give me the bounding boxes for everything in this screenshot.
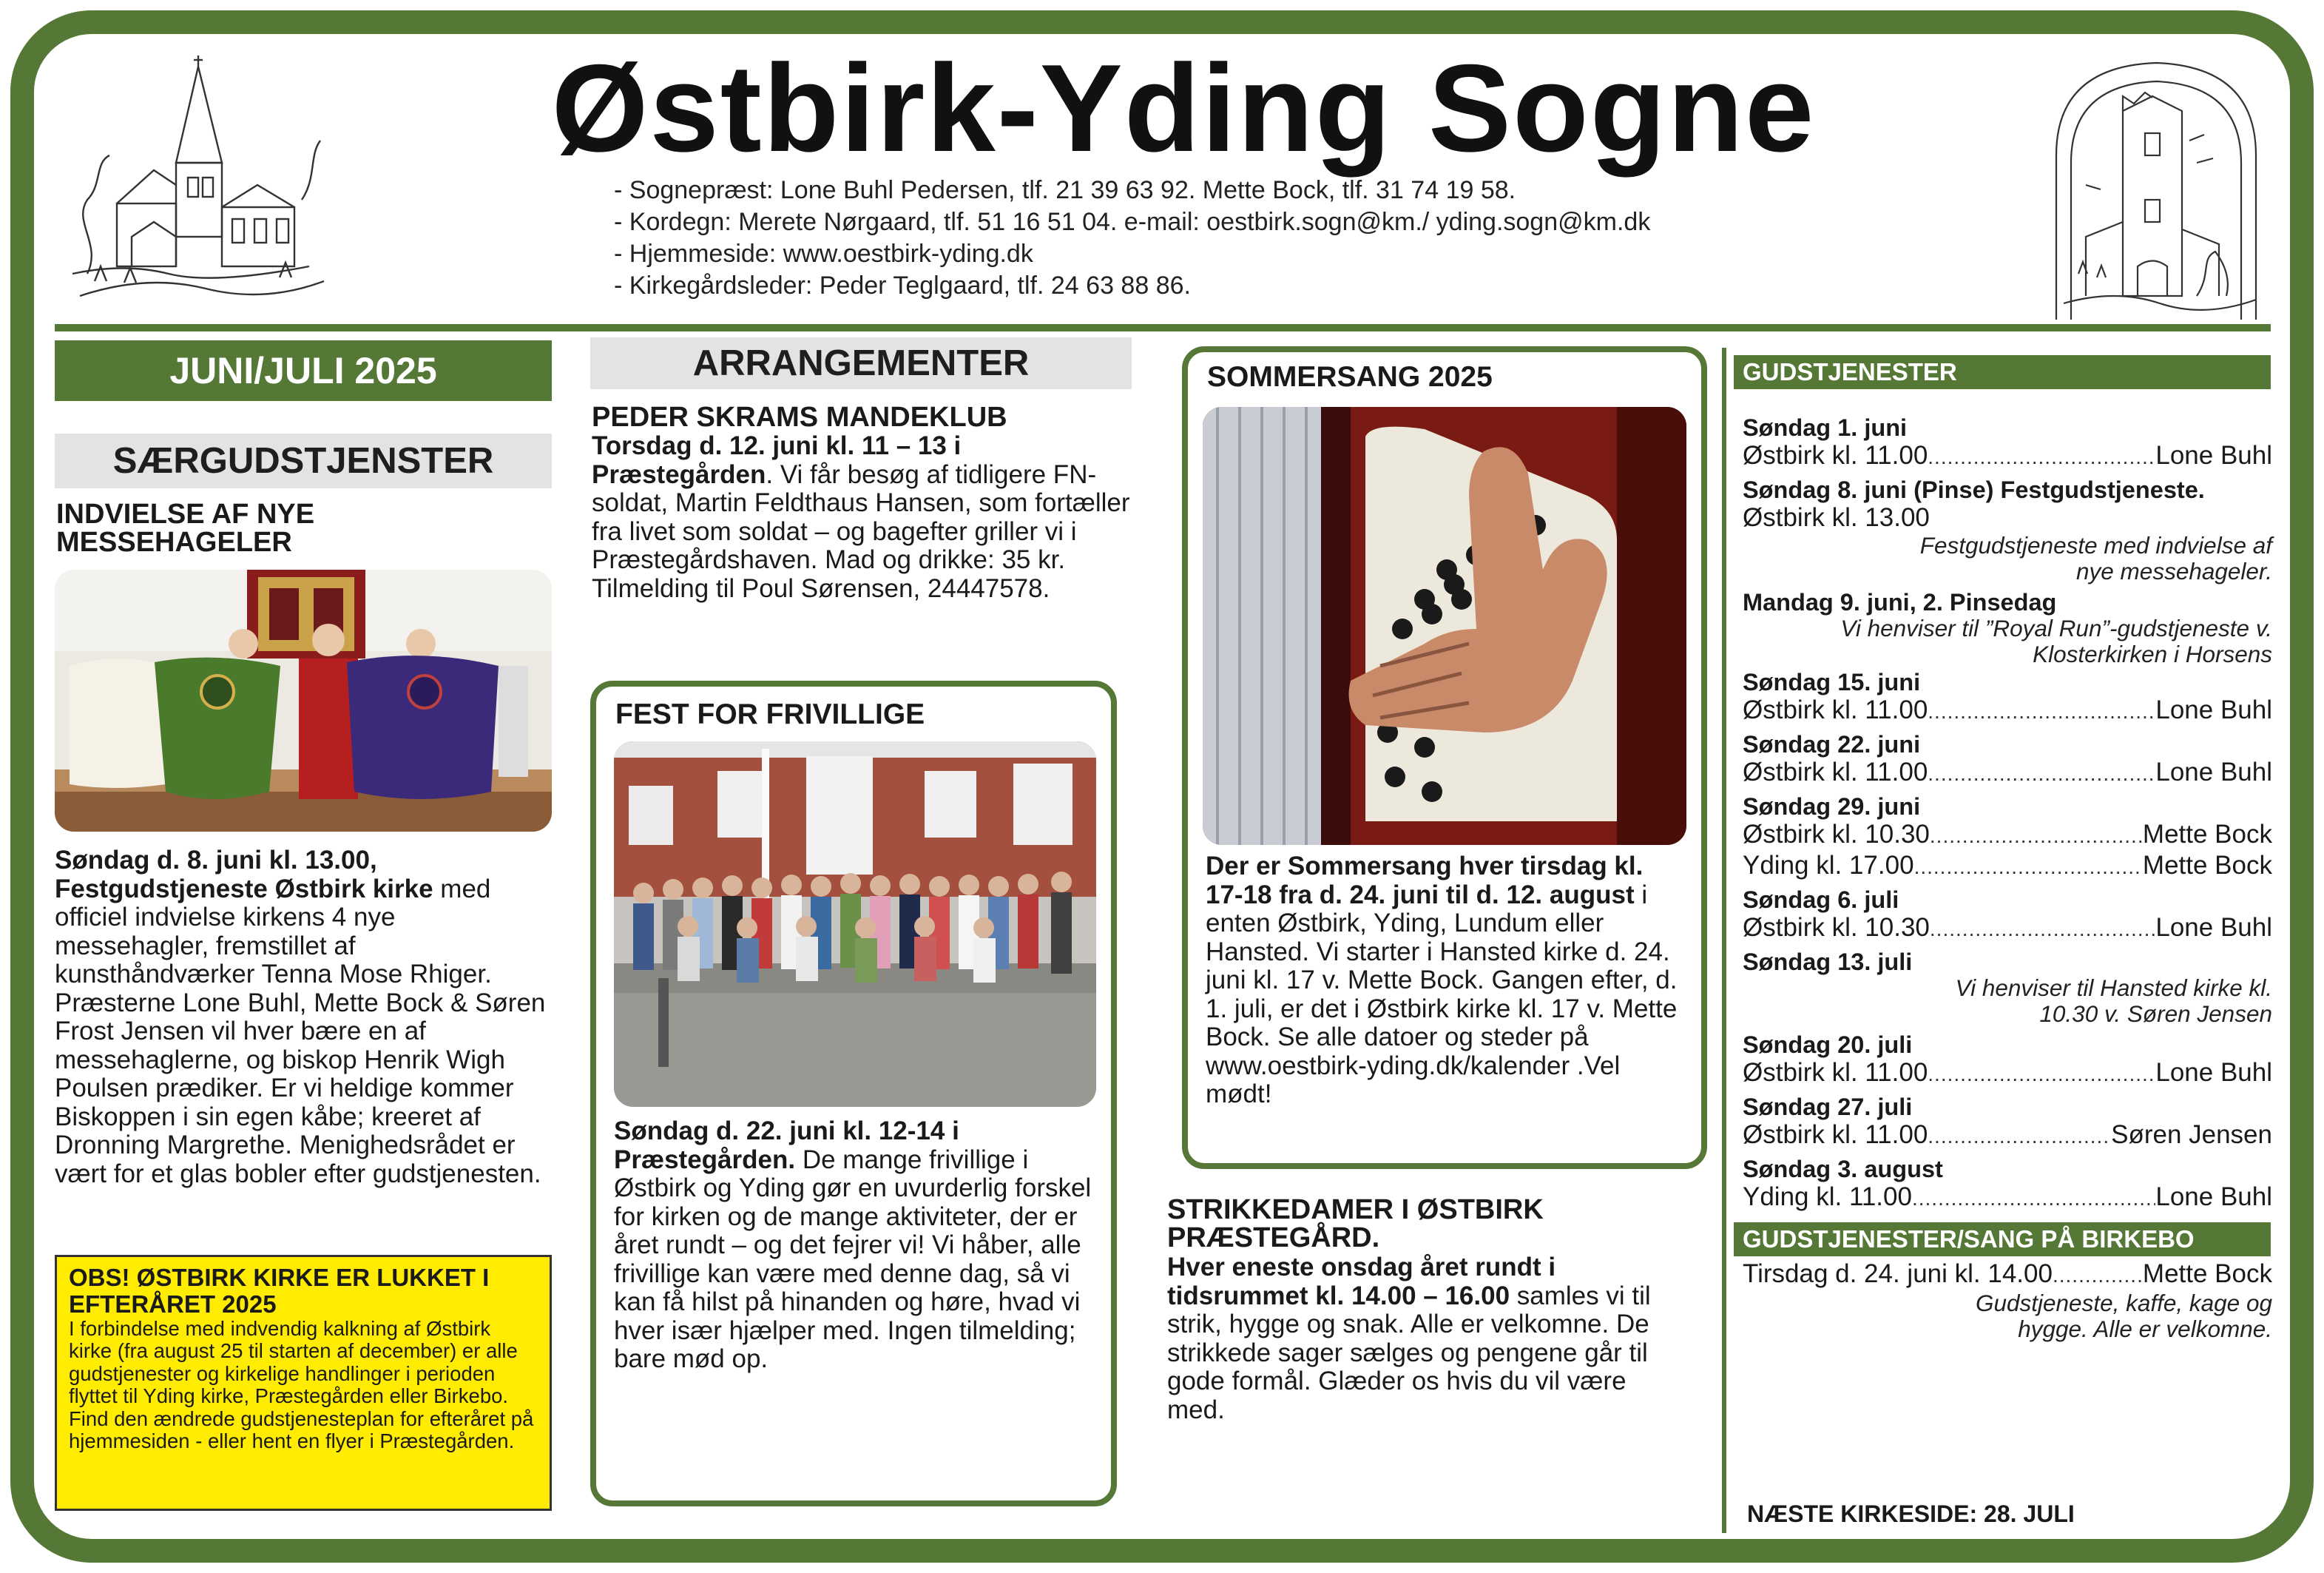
leader-dots xyxy=(1928,1120,2111,1151)
contact-line: - Sognepræst: Lone Buhl Pedersen, tlf. 21 39 63 92. Mette Bock, tlf. 31 74 19 58. xyxy=(614,176,1516,204)
leader-dots xyxy=(2053,1259,2143,1290)
service-place: Østbirk kl. 10.30 xyxy=(1743,820,1930,849)
leader-dots xyxy=(1928,758,2155,789)
article-text: i enten Østbirk, Yding, Lundum eller Hansted. Vi starter i Hansted kirke d. 24. juni kl. 17 v. Mette Bock. Gangen efter, d. 1. juli, er det i Østbirk kirke kl. 17 v. Mette Bock. Se alle datoer og steder på www.oestbirk-yding.dk/kalender .Vel mødt! xyxy=(1206,880,1678,1108)
service-pastor: Lone Buhl xyxy=(2155,758,2272,786)
service-pastor: Mette Bock xyxy=(2142,820,2272,849)
birkebo-title: GUDSTJENESTER/SANG PÅ BIRKEBO xyxy=(1743,1225,2195,1253)
birkebo-entry xyxy=(1743,1259,2272,1342)
period-label: JUNI/JULI 2025 xyxy=(169,350,437,391)
article-heading: SOMMERSANG 2025 xyxy=(1207,361,1493,393)
service-entry xyxy=(1743,1031,2272,1089)
service-row xyxy=(1743,1120,2272,1151)
service-place: Yding kl. 17.00 xyxy=(1743,851,1914,880)
article-lead: Søndag d. 8. juni kl. 13.00, Festgudstjeneste Østbirk kirke xyxy=(55,846,433,903)
service-entry xyxy=(1743,886,2272,944)
service-entry xyxy=(1743,793,2272,882)
section-header-arrangementer xyxy=(590,337,1132,389)
service-pastor: Lone Buhl xyxy=(2155,913,2272,942)
service-entry xyxy=(1743,1156,2272,1213)
service-row xyxy=(1743,820,2272,851)
service-row xyxy=(1743,1259,2272,1290)
service-date: Søndag 3. august xyxy=(1743,1156,1943,1182)
service-entry xyxy=(1743,1094,2272,1151)
service-note: Festgudstjeneste med indvielse af nye messehageler. xyxy=(1919,532,2272,585)
notice-text: I forbindelse med indvendig kalkning af Østbirk kirke (fra august 25 til starten af december) er alle gudstjenester og kirkelige handlinger i perioden flyttet til Yding kirke, Præstegården eller Birkebo. Find den ændrede gudstjenesteplan for efteråret på hjemmesiden - eller hent en flyer i Præstegården. xyxy=(69,1317,534,1453)
photo-accordion xyxy=(1203,407,1686,845)
next-issue: NÆSTE KIRKESIDE: 28. JULI xyxy=(1747,1500,2075,1527)
article-heading: FEST FOR FRIVILLIGE xyxy=(615,698,925,730)
leader-dots xyxy=(1930,913,2155,944)
service-pastor: Søren Jensen xyxy=(2111,1120,2272,1149)
article-body-sommersang xyxy=(1206,852,1679,1109)
notice-box xyxy=(55,1255,552,1511)
photo-vestments xyxy=(55,570,552,832)
birkebo-header xyxy=(1734,1222,2271,1256)
service-place: Østbirk kl. 11.00 xyxy=(1743,441,1928,470)
article-lead: Søndag d. 22. juni kl. 12-14 i Præstegården. xyxy=(614,1116,959,1174)
service-note: Gudstjeneste, kaffe, kage og hygge. Alle er velkomne. xyxy=(1975,1290,2272,1342)
service-pastor: Lone Buhl xyxy=(2155,695,2272,724)
leader-dots xyxy=(1914,851,2143,882)
church-sketch-left xyxy=(58,52,331,311)
leader-dots xyxy=(1912,1182,2155,1213)
service-entry xyxy=(1743,949,2272,1027)
service-entry xyxy=(1743,731,2272,789)
article-heading: INDVIELSE AF NYE MESSEHAGELER xyxy=(56,499,315,558)
contact-line: - Kirkegårdsleder: Peder Teglgaard, tlf. 24 63 88 86. xyxy=(614,272,1191,300)
service-entry xyxy=(1743,414,2272,472)
leader-dots xyxy=(1928,1058,2155,1089)
service-place: Østbirk kl. 10.30 xyxy=(1743,913,1930,942)
leader-dots xyxy=(1928,695,2155,727)
service-place: Yding kl. 11.00 xyxy=(1743,1182,1912,1211)
service-place: Østbirk kl. 13.00 xyxy=(1743,503,1930,532)
notice-title: OBS! ØSTBIRK KIRKE ER LUKKET I EFTERÅRET 2025 xyxy=(69,1264,490,1318)
service-row xyxy=(1743,1058,2272,1089)
service-row xyxy=(1743,1182,2272,1213)
article-body-mandeklub xyxy=(592,432,1132,603)
service-place: Østbirk kl. 11.00 xyxy=(1743,695,1928,724)
article-lead: Torsdag d. 12. juni kl. 11 – 13 i Præstegården xyxy=(592,431,962,489)
service-date: Søndag 1. juni xyxy=(1743,414,1908,441)
service-note: Vi henviser til Hansted kirke kl. 10.30 v. Søren Jensen xyxy=(1955,974,2272,1027)
contact-line: - Hjemmeside: www.oestbirk-yding.dk xyxy=(614,240,1033,268)
service-date: Søndag 20. juli xyxy=(1743,1031,1913,1058)
service-date: Søndag 27. juli xyxy=(1743,1094,1913,1120)
service-date: Søndag 13. juli xyxy=(1743,949,1913,975)
contact-list xyxy=(614,175,1797,302)
article-body-fest xyxy=(614,1117,1102,1374)
section-label: SÆRGUDSTJENSTER xyxy=(112,441,494,481)
page-title: Østbirk-Yding Sogne xyxy=(551,38,1816,178)
article-text: samles vi til strik, hygge og snak. Alle er velkomne. De strikkede sager sælges og pengene går til gode formål. Glæder os hvis du vil være med. xyxy=(1167,1281,1651,1424)
service-row xyxy=(1743,503,2272,533)
service-row xyxy=(1743,695,2272,727)
service-row xyxy=(1743,758,2272,789)
leader-dots xyxy=(1928,441,2155,472)
article-heading: STRIKKEDAMER I ØSTBIRK PRÆSTEGÅRD. xyxy=(1167,1194,1544,1253)
article-body-vestments xyxy=(55,846,552,1188)
header-divider xyxy=(55,324,2271,331)
service-place: Tirsdag d. 24. juni kl. 14.00 xyxy=(1743,1259,2053,1288)
period-banner xyxy=(55,340,552,401)
section-header-saergudstjenester xyxy=(55,434,552,488)
service-pastor: Lone Buhl xyxy=(2155,1182,2272,1211)
service-note: Vi henviser til ”Royal Run”-gudstjeneste v. Klosterkirken i Horsens xyxy=(1840,615,2272,667)
leader-dots xyxy=(1930,820,2143,851)
service-place: Østbirk kl. 11.00 xyxy=(1743,1058,1928,1087)
service-entry xyxy=(1743,669,2272,727)
service-row xyxy=(1743,441,2272,472)
service-place: Østbirk kl. 11.00 xyxy=(1743,1120,1928,1149)
service-row xyxy=(1743,913,2272,944)
service-place: Østbirk kl. 11.00 xyxy=(1743,758,1928,786)
photo-volunteers xyxy=(614,741,1096,1107)
service-pastor: Lone Buhl xyxy=(2155,441,2272,470)
service-date: Søndag 15. juni xyxy=(1743,669,1921,695)
service-date: Mandag 9. juni, 2. Pinsedag xyxy=(1743,589,2057,616)
article-text: De mange frivillige i Østbirk og Yding gør en uvurderlig forskel for kirken og de mange aktiviteter, der er året rundt – og det fejrer vi! Vi håber, alle frivillige kan være med denne dag, så vi kan få hilst på hinanden og høre, hvad vi hver især hjælper med. Ingen tilmelding; bare mød op. xyxy=(614,1145,1092,1373)
service-date: Søndag 8. juni (Pinse) Festgudstjeneste. xyxy=(1743,476,2205,503)
services-title: GUDSTJENESTER xyxy=(1743,358,1957,385)
article-body-strik xyxy=(1167,1253,1655,1424)
article-text: . Vi får besøg af tidligere FN-soldat, Martin Feldthaus Hansen, som fortæller fra livet som soldat – og bagefter griller vi i Præstegårdshaven. Mad og drikke: 35 kr. Tilmelding til Poul Sørensen, 24447578. xyxy=(592,459,1130,603)
church-sketch-right xyxy=(2041,52,2271,320)
contact-line: - Kordegn: Merete Nørgaard, tlf. 51 16 51 04. e-mail: oestbirk.sogn@km./ yding.sogn@km.dk xyxy=(614,208,1651,236)
service-entry xyxy=(1743,476,2272,585)
services-header xyxy=(1734,355,2271,389)
article-text: med officiel indvielse kirkens 4 nye messehagler, fremstillet af kunsthåndværker Tenna Mose Rhiger. Præsterne Lone Buhl, Mette Bock & Søren Frost Jensen vil hver bære en af messehaglerne, og biskop Henrik Wigh Poulsen prædiker. Er vi heldige kommer Biskoppen i sin egen kåbe; kreeret af Dronning Margrethe. Menighedsrådet er vært for et glas bobler efter gudstjenesten. xyxy=(55,874,546,1188)
column-divider xyxy=(1722,348,1726,1533)
article-heading: PEDER SKRAMS MANDEKLUB xyxy=(592,402,1007,433)
service-date: Søndag 6. juli xyxy=(1743,886,1899,913)
section-label: ARRANGEMENTER xyxy=(692,343,1030,383)
service-pastor: Lone Buhl xyxy=(2155,1058,2272,1087)
article-lead: Der er Sommersang hver tirsdag kl. 17-18 fra d. 24. juni til d. 12. august xyxy=(1206,852,1644,909)
article-lead: Hver eneste onsdag året rundt i tidsrummet kl. 14.00 – 16.00 xyxy=(1167,1253,1556,1310)
service-entry xyxy=(1743,589,2272,667)
service-pastor: Mette Bock xyxy=(2142,851,2272,880)
service-row xyxy=(1743,851,2272,882)
service-pastor: Mette Bock xyxy=(2142,1259,2272,1288)
service-date: Søndag 29. juni xyxy=(1743,793,1921,820)
service-date: Søndag 22. juni xyxy=(1743,731,1921,758)
